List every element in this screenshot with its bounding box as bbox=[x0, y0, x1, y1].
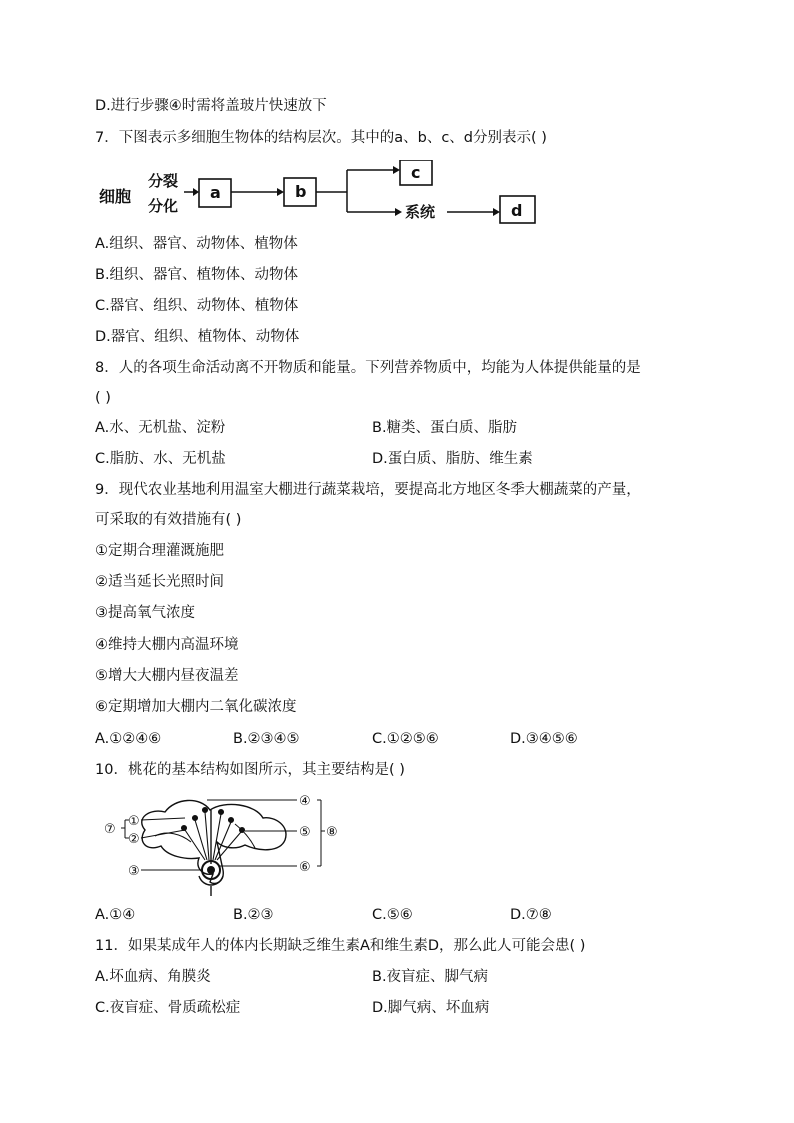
q10-option-b: B.②③ bbox=[233, 907, 274, 923]
box-c-label: c bbox=[411, 163, 421, 182]
q8-paren: ( ) bbox=[95, 390, 111, 406]
label-4: ④ bbox=[299, 794, 311, 809]
q11-option-b: B.夜盲症、脚气病 bbox=[372, 969, 489, 985]
divide-label: 分裂 bbox=[148, 172, 179, 190]
q9-statement-5: ⑤增大大棚内昼夜温差 bbox=[95, 668, 239, 684]
label-1: ① bbox=[128, 814, 140, 829]
label-8: ⑧ bbox=[326, 825, 338, 840]
q9-statement-2: ②适当延长光照时间 bbox=[95, 574, 224, 590]
q7-option-b: B.组织、器官、植物体、动物体 bbox=[95, 267, 299, 283]
box-a-label: a bbox=[210, 183, 221, 202]
q8-option-b: B.糖类、蛋白质、脂肪 bbox=[372, 420, 518, 436]
cell-label: 细胞 bbox=[99, 187, 132, 206]
q11-option-d: D.脚气病、坏血病 bbox=[372, 1000, 490, 1016]
q10-option-a: A.①④ bbox=[95, 907, 136, 923]
q9-statement-1: ①定期合理灌溉施肥 bbox=[95, 543, 224, 559]
q8-option-d: D.蛋白质、脂肪、维生素 bbox=[372, 451, 533, 467]
q7-option-c: C.器官、组织、动物体、植物体 bbox=[95, 298, 299, 314]
label-6: ⑥ bbox=[299, 860, 311, 875]
q11-stem: 11．如果某成年人的体内长期缺乏维生素A和维生素D，那么此人可能会患( ) bbox=[95, 938, 586, 954]
label-2: ② bbox=[128, 832, 140, 847]
differentiate-label: 分化 bbox=[148, 197, 179, 215]
q7-option-a: A.组织、器官、动物体、植物体 bbox=[95, 236, 298, 252]
label-3: ③ bbox=[128, 864, 140, 879]
q7-diagram bbox=[95, 160, 555, 224]
q9-option-d: D.③④⑤⑥ bbox=[510, 731, 578, 747]
stamens bbox=[182, 808, 245, 861]
q9-stem-cont: 可采取的有效措施有( ) bbox=[95, 512, 242, 528]
q7-option-d: D.器官、组织、植物体、动物体 bbox=[95, 329, 300, 345]
q9-stem: 9．现代农业基地利用温室大棚进行蔬菜栽培，要提高北方地区冬季大棚蔬菜的产量， bbox=[95, 482, 641, 498]
q10-stem: 10．桃花的基本结构如图所示，其主要结构是( ) bbox=[95, 762, 405, 778]
q7-stem: 7．下图表示多细胞生物体的结构层次。其中的a、b、c、d分别表示( ) bbox=[95, 130, 547, 146]
q10-option-d: D.⑦⑧ bbox=[510, 907, 552, 923]
q11-option-c: C.夜盲症、骨质疏松症 bbox=[95, 1000, 241, 1016]
q9-statement-4: ④维持大棚内高温环境 bbox=[95, 637, 239, 653]
system-label: 系统 bbox=[405, 203, 436, 221]
q9-option-c: C.①②⑤⑥ bbox=[372, 731, 439, 747]
box-b-label: b bbox=[295, 182, 307, 201]
q11-option-a: A.坏血病、角膜炎 bbox=[95, 969, 211, 985]
q8-stem: 8．人的各项生命活动离不开物质和能量。下列营养物质中，均能为人体提供能量的是 bbox=[95, 360, 641, 376]
q9-statement-6: ⑥定期增加大棚内二氧化碳浓度 bbox=[95, 699, 297, 715]
q9-option-b: B.②③④⑤ bbox=[233, 731, 300, 747]
box-d-label: d bbox=[511, 201, 523, 220]
q10-option-c: C.⑤⑥ bbox=[372, 907, 413, 923]
label-7: ⑦ bbox=[104, 822, 116, 837]
peach-flower-diagram bbox=[95, 790, 345, 900]
q8-option-c: C.脂肪、水、无机盐 bbox=[95, 451, 226, 467]
q9-option-a: A.①②④⑥ bbox=[95, 731, 162, 747]
label-5: ⑤ bbox=[299, 825, 311, 840]
q8-option-a: A.水、无机盐、淀粉 bbox=[95, 420, 226, 436]
q6-option-d: D.进行步骤④时需将盖玻片快速放下 bbox=[95, 98, 327, 114]
q9-statement-3: ③提高氧气浓度 bbox=[95, 605, 195, 621]
